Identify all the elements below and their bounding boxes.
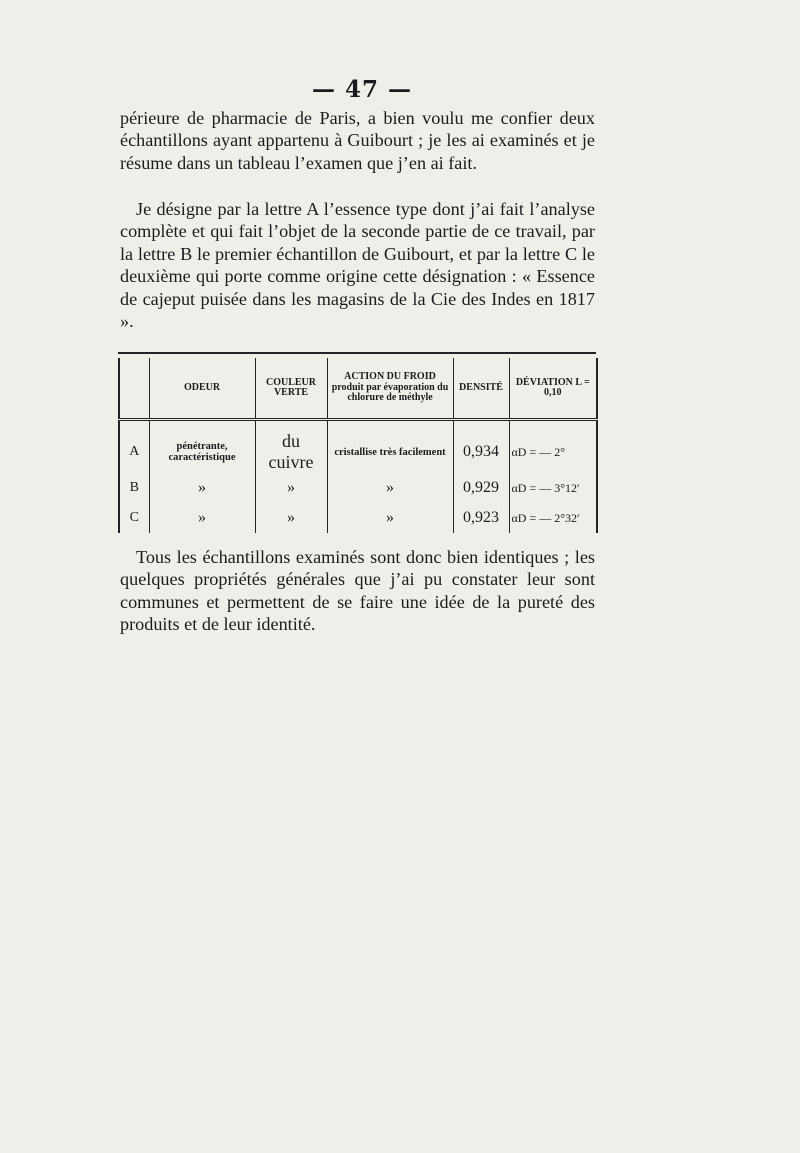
header-couleur: COULEUR VERTE: [255, 358, 327, 420]
table-row: [119, 473, 597, 503]
header-densite: DENSITÉ: [453, 358, 509, 420]
paragraph-designation: Je désigne par la lettre A l’essence type dont j’ai fait l’analyse complète et qui fait l’objet de la seconde partie de ce travail, par la lettre B le premier échantillon de Guibourt, et par la lettre C le deuxième qui porte comme origine cette désignation : « Essence de cajeput puisée dans les magasins de la Cie des Indes en 1817 ».: [120, 199, 595, 332]
cell-action: »: [327, 473, 453, 503]
cell-densite: 0,923: [453, 503, 509, 533]
row-letter: C: [119, 503, 149, 533]
cell-odeur: »: [149, 503, 255, 533]
table-top-rule: [118, 352, 596, 354]
table-row: [119, 420, 597, 474]
cell-deviation: αD = — 2°32′: [509, 503, 597, 533]
row-letter: B: [119, 473, 149, 503]
table-header-row: [119, 358, 597, 420]
row-letter: A: [119, 420, 149, 474]
header-odeur: ODEUR: [149, 358, 255, 420]
cell-couleur: »: [255, 503, 327, 533]
cell-action: »: [327, 503, 453, 533]
header-letter: [119, 358, 149, 420]
cell-couleur: »: [255, 473, 327, 503]
cell-odeur: »: [149, 473, 255, 503]
cell-action: cristallise très facilement: [327, 420, 453, 474]
cell-densite: 0,929: [453, 473, 509, 503]
comparison-table: [118, 352, 596, 524]
header-deviation: DÉVIATION L = 0,10: [509, 358, 597, 420]
page-number: — 47 —: [312, 76, 413, 103]
cell-deviation: αD = — 3°12′: [509, 473, 597, 503]
cell-couleur: du cuivre: [255, 420, 327, 474]
cell-odeur: pénétrante, caractéristique: [149, 420, 255, 474]
header-action: ACTION DU FROID produit par évaporation du chlorure de méthyle: [327, 358, 453, 420]
cell-densite: 0,934: [453, 420, 509, 474]
paragraph-conclusion: Tous les échantillons examinés sont donc bien identiques ; les quelques propriétés générales que j’ai pu constater leur sont communes et permettent de se faire une idée de la pureté des produits et de leur identité.: [120, 547, 595, 635]
cell-deviation: αD = — 2°: [509, 420, 597, 474]
table-row: [119, 503, 597, 533]
paragraph-intro: périeure de pharmacie de Paris, a bien voulu me confier deux échantillons ayant appartenu à Guibourt ; je les ai examinés et je résume dans un tableau l’examen que j’en ai fait.: [120, 108, 595, 173]
